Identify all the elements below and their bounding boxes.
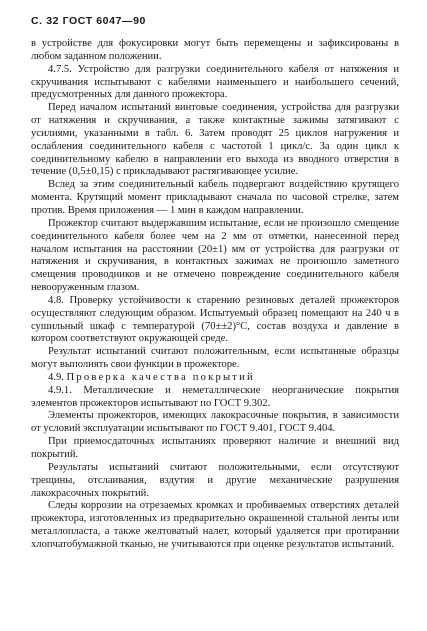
section-number: 4.9. (48, 371, 64, 383)
section-title: Проверка качества покрытий (66, 371, 255, 383)
paragraph-test-procedure: Перед началом испытаний винтовые соединения, устройства для разгрузки от натяжения и скручивания, а также контактные зажимы затягивают с усилиями, указанными в табл. 6. Затем проводят 25 циклов нагружения и ослабления соединительного кабеля с частотой 1 цикл/с. За один цикл к соединительному кабелю в направлении его выхода из вводного отверстия в течение (0,5±0,15) с прикладывают растягивающее усилие. (31, 102, 399, 178)
document-body (31, 38, 399, 552)
paragraph-results: Результаты испытаний считают положительными, если отсутствуют трещины, отслаивания, вздутия и другие механические разрушения лакокрасочных покрытий. (31, 461, 399, 499)
paragraph-result: Результат испытаний считают положительным, если испытанные образцы могут выполнять свои функции в прожекторе. (31, 346, 399, 371)
page-header: С. 32 ГОСТ 6047—90 (31, 15, 146, 27)
paragraph-torque: Вслед за этим соединительный кабель подвергают воздействию крутящего момента. Крутящий момент прикладывают сначала по часовой стрелке, затем против. Время приложения — 1 мин в каждом направлении. (31, 179, 399, 216)
section-heading-4-9 (31, 372, 399, 385)
paragraph-continuation: в устройстве для фокусировки могут быть перемещены и зафиксированы в любом заданном положении. (31, 38, 399, 62)
paragraph-paint-coatings: Элементы прожекторов, имеющих лакокрасочные покрытия, в зависимости от условий эксплуатации испытывают по ГОСТ 9.401, ГОСТ 9.404. (31, 410, 399, 435)
paragraph-4-7-5: 4.7.5. Устройство для разгрузки соединительного кабеля от натяжения и скручивания испытывают с кабелями наименьшего и наибольшего сечений, предусмотренных для данного прожектора. (31, 63, 399, 101)
paragraph-corrosion: Следы коррозии на отрезаемых кромках и пробиваемых отверстиях деталей прожектора, изготовленных из предварительно окрашенной стальной ленты или металлопласта, а также желтоватый налет, который удаляется при протирании хлопчатобумажной тканью, не учитываются при оценке результатов испытаний. (31, 500, 399, 550)
paragraph-4-9-1: 4.9.1. Металлические и неметаллические неорганические покрытия элементов прожекторов испытывают по ГОСТ 9.302. (31, 384, 399, 409)
paragraph-4-8: 4.8. Проверку устойчивости к старению резиновых деталей прожекторов осуществляют следующим образом. Испытуемый образец помещают на 240 ч в сушильный шкаф с температурой (70±±2)°С, состав воздуха и давление в котором соответствуют окружающей среде. (31, 294, 399, 345)
paragraph-acceptance: При приемосдаточных испытаниях проверяют наличие и внешний вид покрытий. (31, 436, 399, 460)
document-page (31, 14, 399, 552)
paragraph-criteria: Прожектор считают выдержавшим испытание, если не произошло смещение соединительного кабеля более чем на 2 мм от отметки, нанесенной перед началом испытания на расстоянии (20±1) мм от устройства для разгрузки от натяжения и скручивания, в контактных зажимах не произошло заметного смещения проводников и не отмечено повреждение соединительного кабеля невооруженным глазом. (31, 217, 399, 294)
